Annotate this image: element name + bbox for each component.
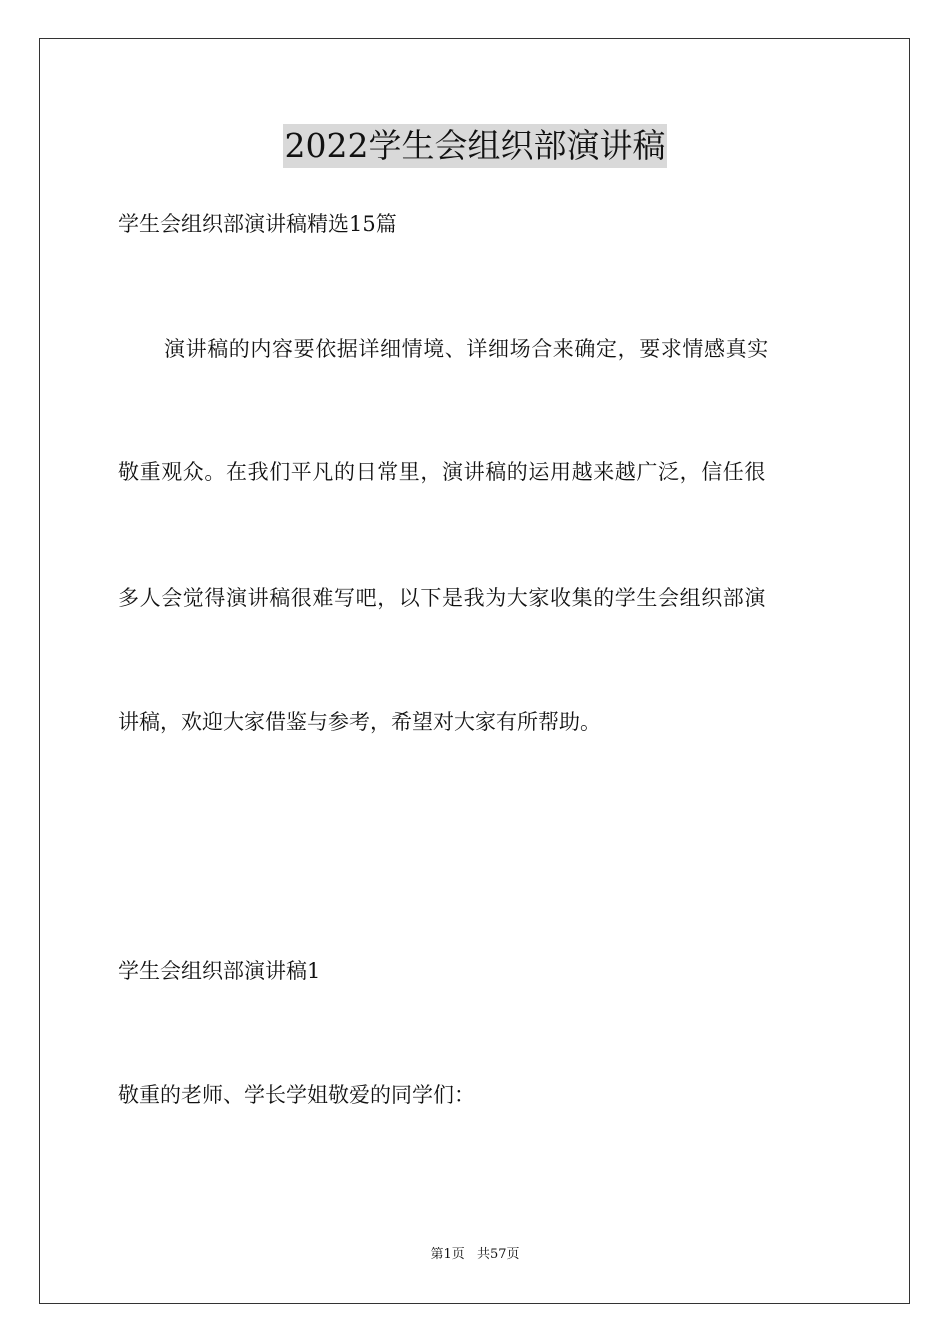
greeting-line: 敬重的老师、学长学姐敬爱的同学们： <box>118 1083 475 1107</box>
document-title: 2022学生会组织部演讲稿 <box>283 124 668 168</box>
page-total: 共57页 <box>476 1247 520 1262</box>
section-heading: 学生会组织部演讲稿1 <box>118 959 321 983</box>
page-footer <box>0 1246 950 1264</box>
title-wrap <box>0 124 950 168</box>
intro-line-1: 演讲稿的内容要依据详细情境、详细场合来确定，要求情感真实 <box>164 337 769 361</box>
intro-line-4: 讲稿，欢迎大家借鉴与参考，希望对大家有所帮助。 <box>118 710 601 734</box>
intro-line-3: 多人会觉得演讲稿很难写吧，以下是我为大家收集的学生会组织部演 <box>118 586 766 610</box>
intro-line-2: 敬重观众。在我们平凡的日常里，演讲稿的运用越来越广泛，信任很 <box>118 460 766 484</box>
page-number: 第1页 <box>430 1247 465 1262</box>
document-subtitle: 学生会组织部演讲稿精选15篇 <box>118 212 397 236</box>
